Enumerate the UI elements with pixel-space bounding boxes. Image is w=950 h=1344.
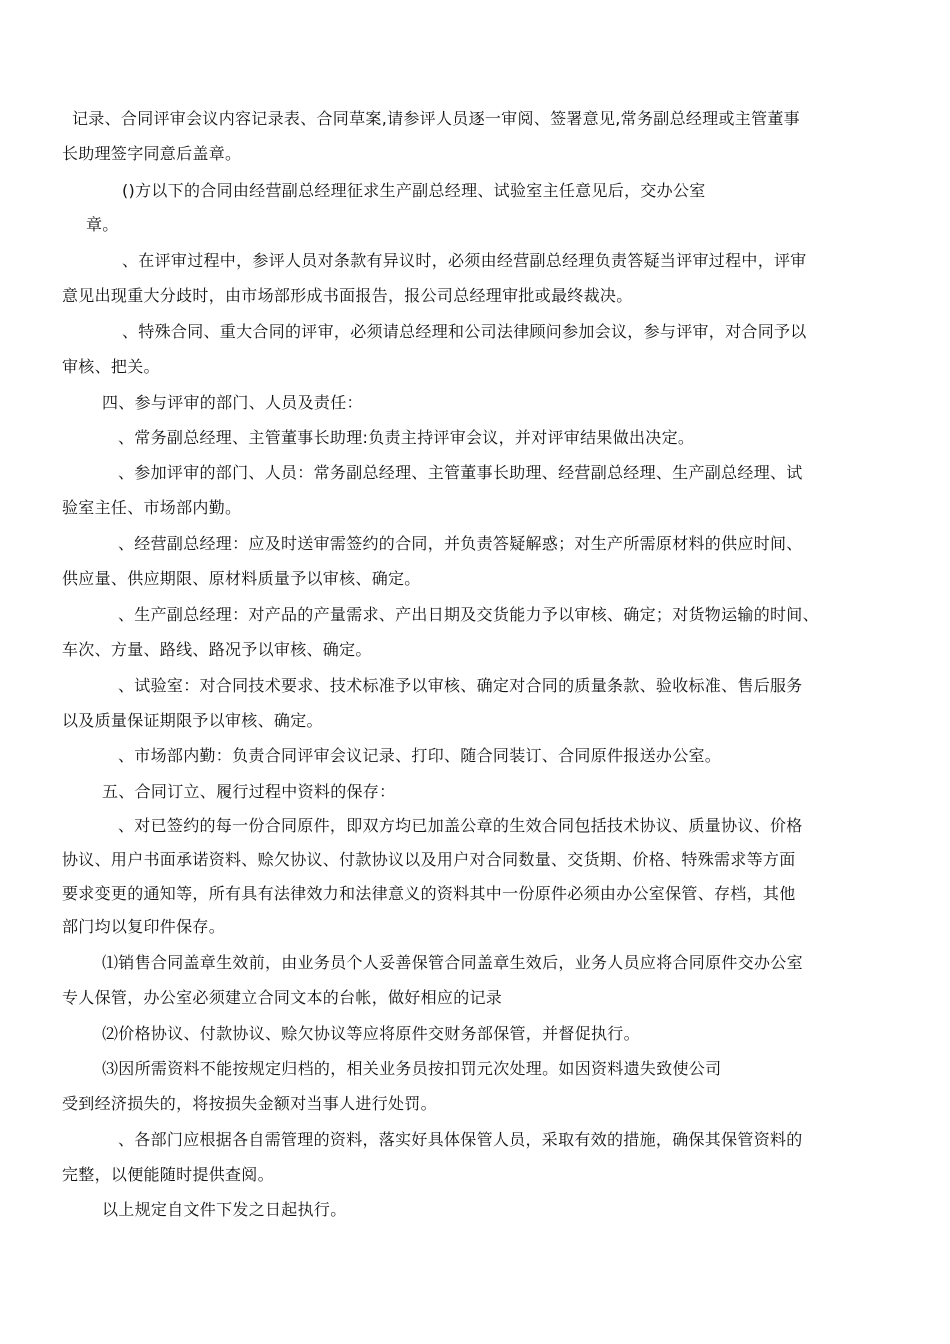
section-heading: 四、参与评审的部门、人员及责任： bbox=[102, 393, 363, 412]
paragraph-line: 、特殊合同、重大合同的评审，必须请总经理和公司法律顾问参加会议，参与评审，对合同予以 bbox=[122, 322, 807, 341]
paragraph-line: 意见出现重大分歧时，由市场部形成书面报告，报公司总经理审批或最终裁决。 bbox=[62, 286, 633, 305]
paragraph-line: 受到经济损失的，将按损失金额对当事人进行处罚。 bbox=[62, 1094, 437, 1113]
paragraph-line: 车次、方量、路线、路况予以审核、确定。 bbox=[62, 640, 372, 659]
paragraph-line: 部门均以复印件保存。 bbox=[62, 917, 226, 936]
paragraph-line: 供应量、供应期限、原材料质量予以审核、确定。 bbox=[62, 569, 421, 588]
paragraph-line: ()方以下的合同由经营副总经理征求生产副总经理、试验室主任意见后，交办公室 bbox=[122, 181, 706, 200]
paragraph-line: 、生产副总经理：对产品的产量需求、产出日期及交货能力予以审核、确定；对货物运输的时间、 bbox=[118, 605, 819, 624]
section-heading: 五、合同订立、履行过程中资料的保存： bbox=[102, 782, 396, 801]
paragraph-line: 、对已签约的每一份合同原件，即双方均已加盖公章的生效合同包括技术协议、质量协议、价格 bbox=[118, 816, 803, 835]
paragraph-line: 验室主任、市场部内勤。 bbox=[62, 498, 242, 517]
paragraph-line: ⑶因所需资料不能按规定归档的，相关业务员按扣罚元次处理。如因资料遗失致使公司 bbox=[102, 1059, 722, 1078]
paragraph-line: 、常务副总经理、主管董事长助理:负责主持评审会议，并对评审结果做出决定。 bbox=[118, 428, 695, 447]
paragraph-line: 长助理签字同意后盖章。 bbox=[62, 144, 242, 163]
paragraph-line: 以上规定自文件下发之日起执行。 bbox=[102, 1200, 347, 1219]
paragraph-line: ⑴销售合同盖章生效前，由业务员个人妥善保管合同盖章生效后，业务人员应将合同原件交办公室 bbox=[102, 953, 803, 972]
paragraph-line: 、经营副总经理：应及时送审需签约的合同，并负责答疑解惑；对生产所需原材料的供应时间、 bbox=[118, 534, 803, 553]
paragraph-line: ⑵价格协议、付款协议、赊欠协议等应将原件交财务部保管，并督促执行。 bbox=[102, 1024, 640, 1043]
paragraph-line: 完整，以便能随时提供查阅。 bbox=[62, 1165, 274, 1184]
paragraph-line: 以及质量保证期限予以审核、确定。 bbox=[62, 711, 323, 730]
paragraph-line: 、各部门应根据各自需管理的资料，落实好具体保管人员，采取有效的措施，确保其保管资料的 bbox=[118, 1130, 803, 1149]
paragraph-line: 要求变更的通知等，所有具有法律效力和法律意义的资料其中一份原件必须由办公室保管、存档，其他 bbox=[62, 884, 796, 903]
paragraph-line: 协议、用户书面承诺资料、赊欠协议、付款协议以及用户对合同数量、交货期、价格、特殊需求等方面 bbox=[62, 850, 796, 869]
paragraph-line: 专人保管，办公室必须建立合同文本的台帐，做好相应的记录 bbox=[62, 988, 503, 1007]
paragraph-line: 、参加评审的部门、人员：常务副总经理、主管董事长助理、经营副总经理、生产副总经理、试 bbox=[118, 463, 803, 482]
paragraph-line: 、市场部内勤：负责合同评审会议记录、打印、随合同装订、合同原件报送办公室。 bbox=[118, 746, 722, 765]
paragraph-line: 、在评审过程中，参评人员对条款有异议时，必须由经营副总经理负责答疑当评审过程中，评审 bbox=[122, 251, 807, 270]
paragraph-line: 审核、把关。 bbox=[62, 357, 160, 376]
paragraph-line: 章。 bbox=[86, 215, 119, 234]
paragraph-line: 记录、合同评审会议内容记录表、合同草案,请参评人员逐一审阅、签署意见,常务副总经理或主管董事 bbox=[72, 109, 800, 128]
paragraph-line: 、试验室：对合同技术要求、技术标准予以审核、确定对合同的质量条款、验收标准、售后服务 bbox=[118, 676, 803, 695]
